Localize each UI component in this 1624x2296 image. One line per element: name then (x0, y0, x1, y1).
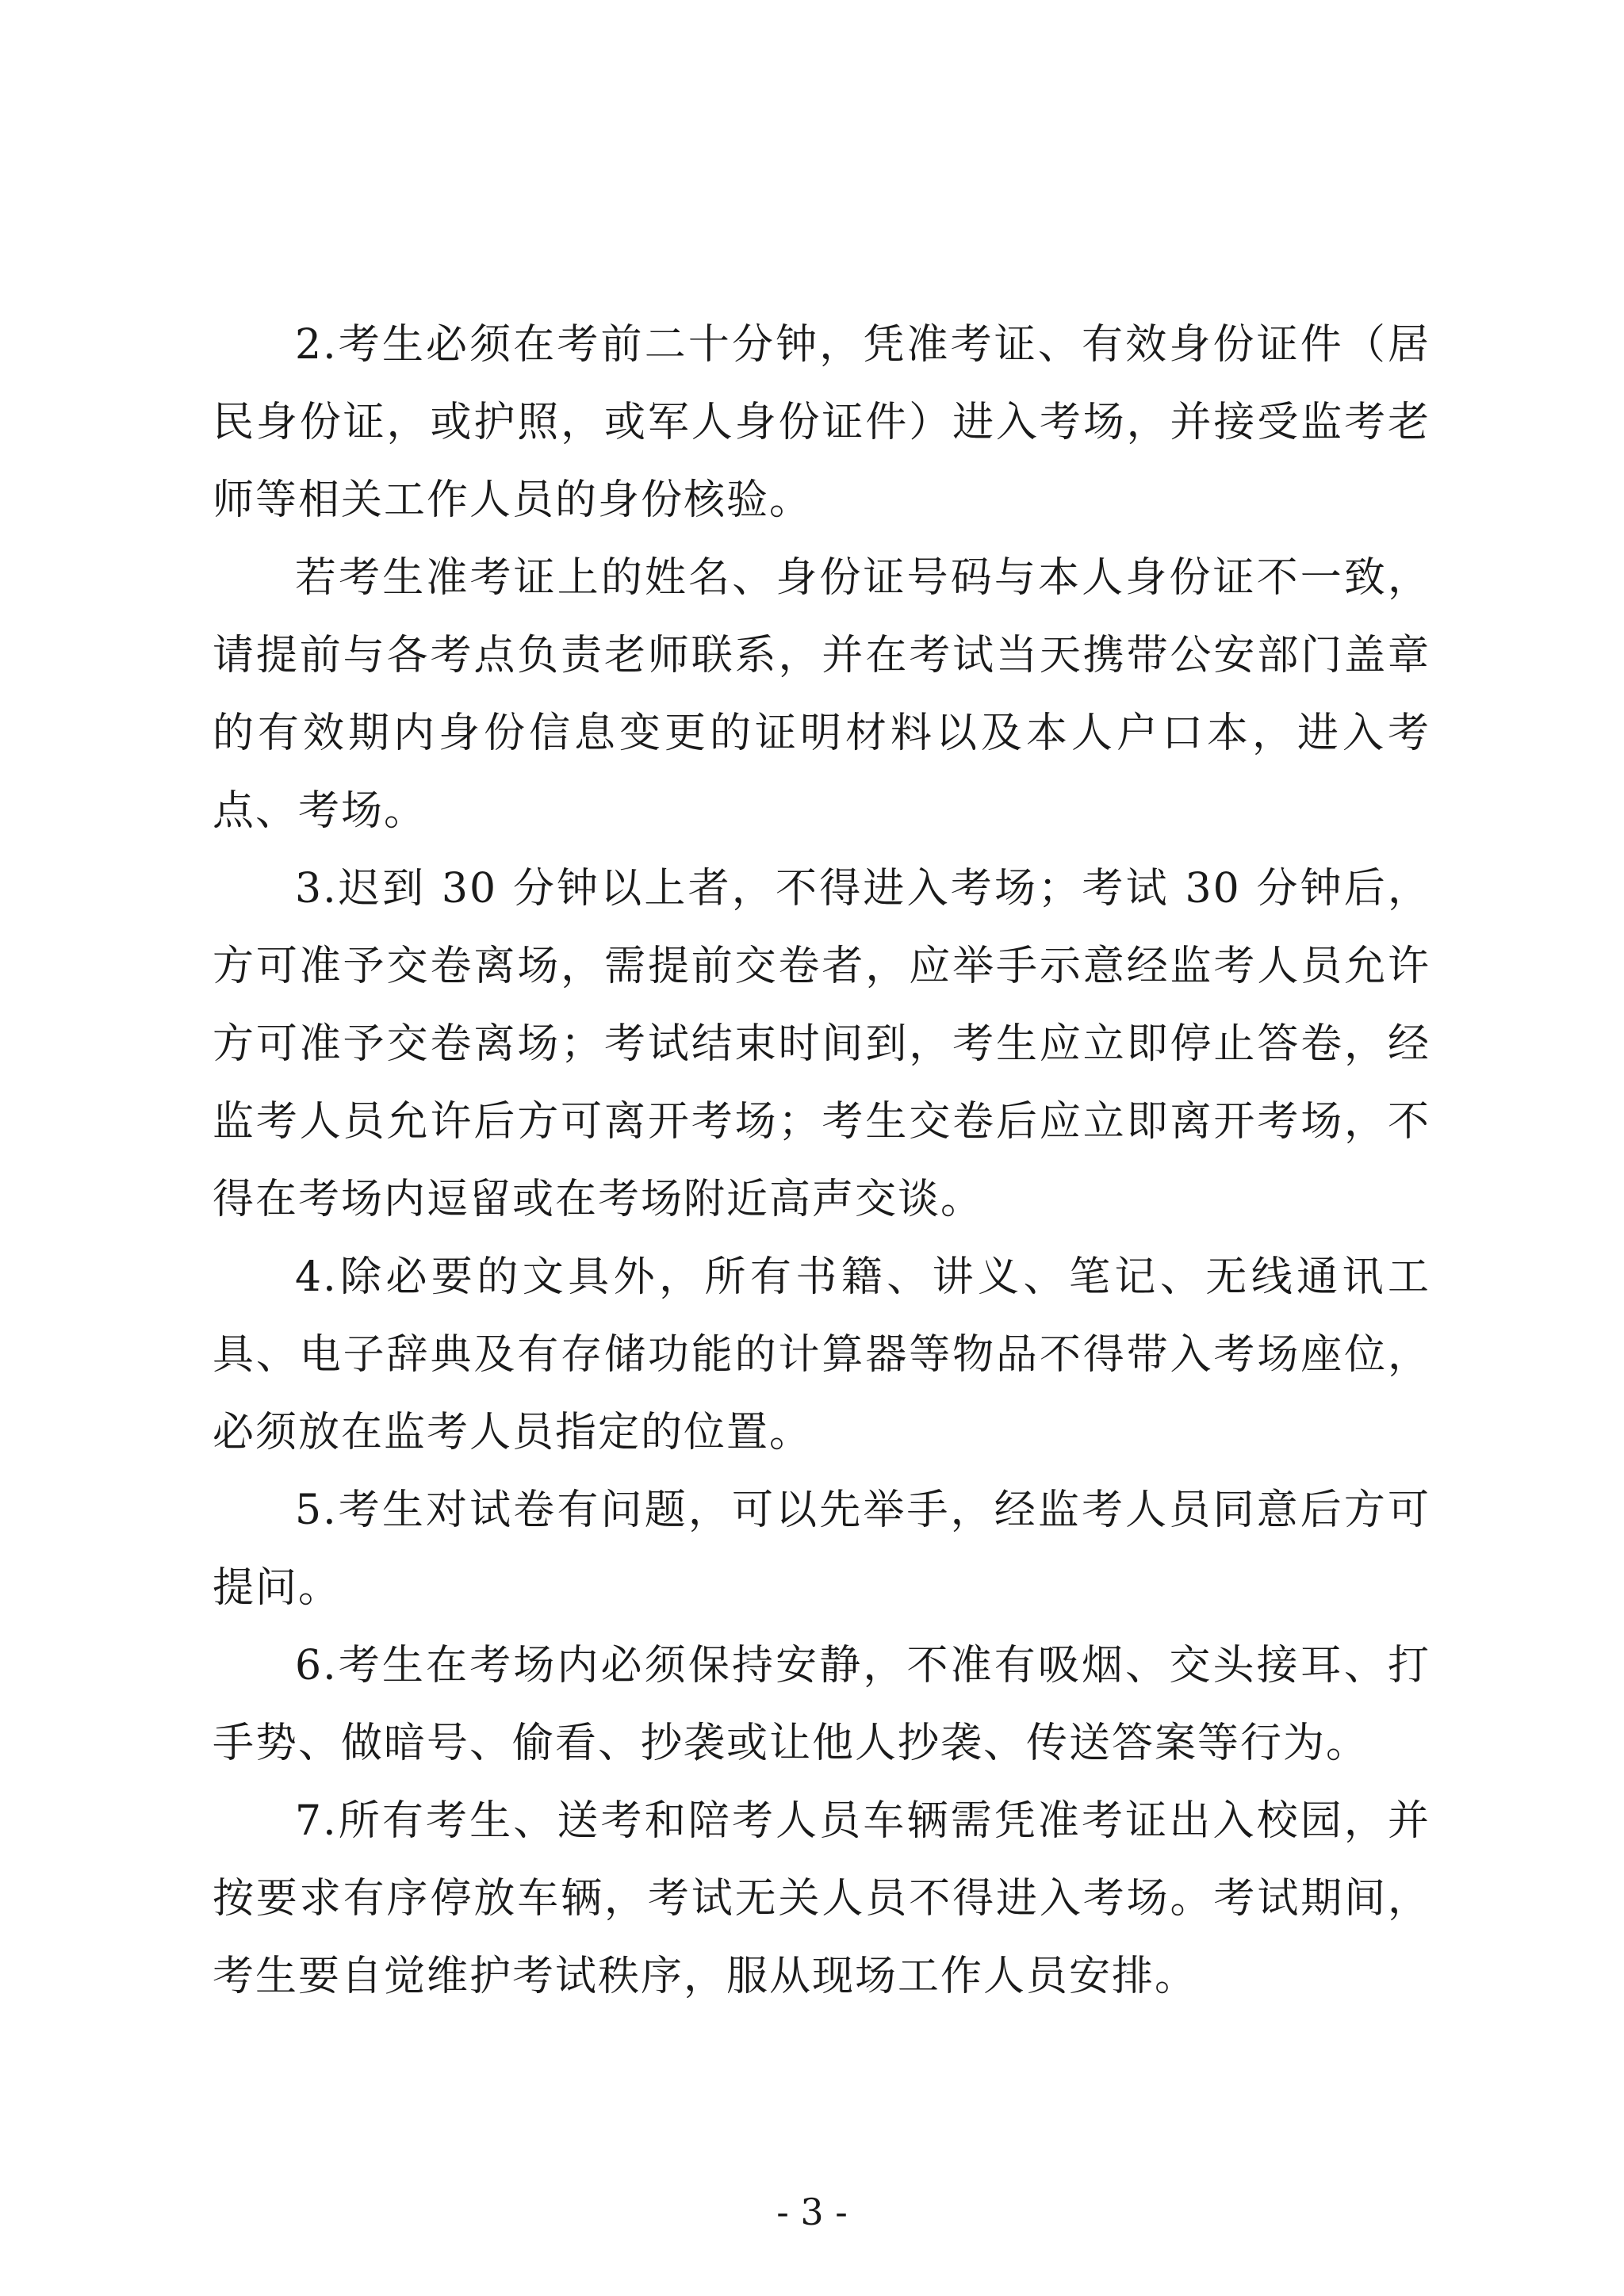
paragraph-id-mismatch: 若考生准考证上的姓名、身份证号码与本人身份证不一致，请提前与各考点负责老师联系，并在考试当天携带公安部门盖章的有效期内身份信息变更的证明材料以及本人户口本，进入考点、考场。 (213, 554, 1431, 835)
paragraph-rule-3: 3.迟到 30 分钟以上者，不得进入考场；考试 30 分钟后，方可准予交卷离场，需提前交卷者，应举手示意经监考人员允许方可准予交卷离场；考试结束时间到，考生应立即停止答卷，经监考人员允许后方可离开考场；考生交卷后应立即离开考场，不得在考场内逗留或在考场附近高声交谈。 (213, 865, 1431, 1223)
paragraph-rule-7: 7.所有考生、送考和陪考人员车辆需凭准考证出入校园，并按要求有序停放车辆，考试无关人员不得进入考场。考试期间，考生要自觉维护考试秩序，服从现场工作人员安排。 (213, 1797, 1431, 2000)
paragraph-rule-6: 6.考生在考场内必须保持安静，不准有吸烟、交头接耳、打手势、做暗号、偷看、抄袭或让他人抄袭、传送答案等行为。 (213, 1642, 1431, 1767)
paragraph-rule-4: 4.除必要的文具外，所有书籍、讲义、笔记、无线通讯工具、电子辞典及有存储功能的计算器等物品不得带入考场座位，必须放在监考人员指定的位置。 (213, 1253, 1431, 1456)
document-body (213, 306, 1431, 2015)
paragraph-rule-5: 5.考生对试卷有问题，可以先举手，经监考人员同意后方可提问。 (213, 1487, 1431, 1612)
paragraph-rule-2: 2.考生必须在考前二十分钟，凭准考证、有效身份证件（居民身份证，或护照，或军人身份证件）进入考场，并接受监考老师等相关工作人员的身份核验。 (213, 321, 1431, 524)
page-number: - 3 - (776, 2191, 848, 2233)
